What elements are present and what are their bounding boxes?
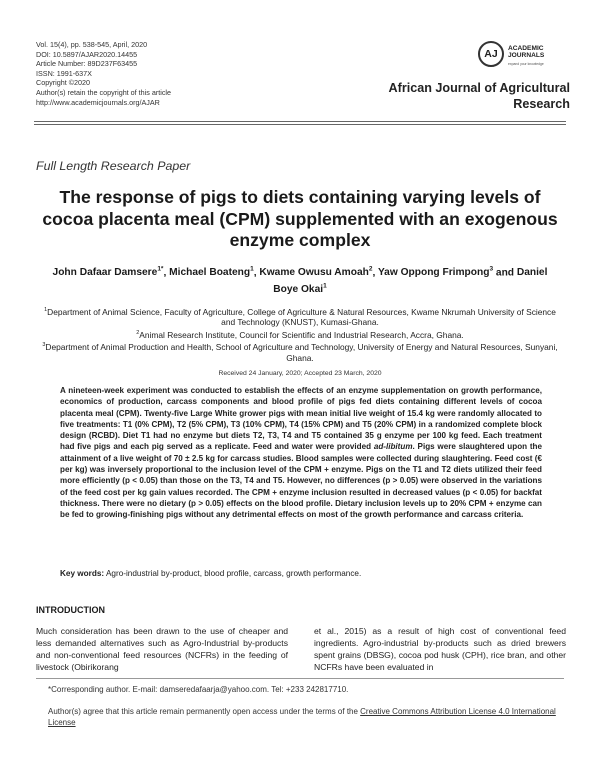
metadata-line: Copyright ©2020 [36, 78, 91, 88]
keywords-text: Agro-industrial by-product, blood profile, carcass, growth performance. [104, 569, 362, 578]
publisher-logo [478, 41, 570, 77]
header-rule-bottom [34, 124, 566, 125]
license-note: Author(s) agree that this article remain permanently open access under the terms of the Creative Commons Attribution License 4.0 International License [48, 707, 556, 727]
header-rule-top [34, 121, 566, 122]
aj-logo-mark: AJ [478, 41, 504, 67]
metadata-line: Author(s) retain the copyright of this article [36, 87, 172, 97]
metadata-line: http://www.academicjournals.org/AJAR [36, 97, 160, 107]
keywords-label: Key words: [60, 569, 105, 578]
abstract: A nineteen-week experiment was conducted to establish the effects of an enzyme supplementation on growth performance, economics of production, carcass components and blood profile of pigs fed diets containing different levels of cocoa placenta meal (CPM). Twenty-five Large White grower pigs with mean initial live weight of 15.4 kg were randomly allocated to five treatments: T1 (0% CPM), T2 (5% CPM), T3 (10% CPM), T4 (15% CPM) and T5 (20% CPM) in a randomized complete block design (RCBD). Diet T1 had no enzyme but diets T2, T3, T4 and T5 contained 35 g enzyme per 100 kg feed. Each treatment had five pigs and each pig served as a replicate. Feed and water were provided ad-libitum. Pigs were slaughtered upon the attainment of a live weight of 70 ± 2.5 kg for carcass studies. Blood samples were collected during slaughtering. Feed cost (€ per kg) was inversely proportional to the inclusion level of the CPM + enzyme. Pigs on the T1 and T2 diets utilized their feed more efficiently (p < 0.05) than those on the T3, T4 and T5. However, no differences (p > 0.05) were observed in the variations of the feed cost per kg gain values recorded. The CPM + enzyme inclusion resulted in decreased values (p < 0.05) for backfat thickness. There were no dietary (p > 0.05) effects on the blood profile. Dietary inclusion levels up to 20% CPM + enzyme can be fed to growing-finishing pigs without any detrimental effects on most of the growth performance and carcass criteria. [60, 386, 542, 520]
metadata-line: Article Number: 89D237F63455 [36, 59, 138, 69]
metadata-line: DOI: 10.5897/AJAR2020.14455 [36, 49, 138, 59]
footnote-rule [36, 678, 564, 679]
logo-tagline: expand your knowledge [508, 62, 544, 66]
corresponding-author-note: *Corresponding author. E-mail: damseredafaarja@yahoo.com. Tel: +233 242817710. [48, 685, 349, 694]
keywords [60, 569, 542, 578]
author-name: Daniel Boye Okai$^1$ [273, 267, 548, 296]
affiliation-line: $^3$Department of Animal Production and Health, School of Agriculture and Technology, University of Energy and Natural Resources, Sunyani, Ghana. [42, 342, 558, 363]
metadata-line: Vol. 15(4), pp. 538-545, April, 2020 [36, 40, 148, 49]
affiliations [40, 305, 560, 363]
section-heading-introduction: INTRODUCTION [36, 605, 105, 615]
affiliation-line: $^2$Animal Research Institute, Council for Scientific and Industrial Research, Accra, Ghana. [136, 329, 464, 340]
author-name: Kwame Owusu Amoah$^2$ [259, 266, 373, 279]
intro-column-right: et al., 2015) as a result of high cost of conventional feed ingredients. Agro-industrial by-products such as dried brewers spent grains (DBSG), cocoa pod husk (CPH), rice bran, and other NCFRs have been evaluated in [314, 626, 566, 672]
author-list: John Dafaar Damsere$^{1*}$, Michael Boateng$^1$, Kwame Owusu Amoah$^2$, Yaw Oppong Frimpong$^3$ and Daniel Boye Okai$^1$ [52, 266, 548, 296]
logo-wordmark: ACADEMIC JOURNALS [508, 45, 545, 60]
author-name: Michael Boateng$^1$ [169, 266, 254, 279]
author-name: John Dafaar Damsere$^{1*}$ [52, 266, 164, 279]
intro-column-left: Much consideration has been drawn to the use of cheaper and less demanded alternatives such as Agro-Industrial by-products and non-conventional feed resources (NCFRs) in the feeding of livestock (Obirikorang [36, 626, 288, 672]
journal-name: African Journal of Agricultural Research [388, 81, 570, 111]
article-metadata [36, 40, 171, 107]
paper-title: The response of pigs to diets containing varying levels of cocoa placenta meal (CPM) supplemented with an exogenous enzyme complex [42, 187, 558, 250]
received-accepted-dates: Received 24 January, 2020; Accepted 23 March, 2020 [218, 370, 382, 377]
metadata-line: ISSN: 1991-637X [36, 68, 92, 78]
license-link[interactable]: Creative Commons Attribution License 4.0 International License [48, 707, 556, 727]
paper-type: Full Length Research Paper [36, 159, 191, 173]
author-name: Yaw Oppong Frimpong$^3$ [377, 266, 494, 279]
affiliation-line: $^1$Department of Animal Science, Faculty of Agriculture, College of Agriculture & Natural Resources, Kwame Nkrumah University of Science and Technology (KNUST), Kumasi-Ghana. [44, 306, 556, 328]
abstract-italic: ad-libitum [373, 442, 413, 452]
